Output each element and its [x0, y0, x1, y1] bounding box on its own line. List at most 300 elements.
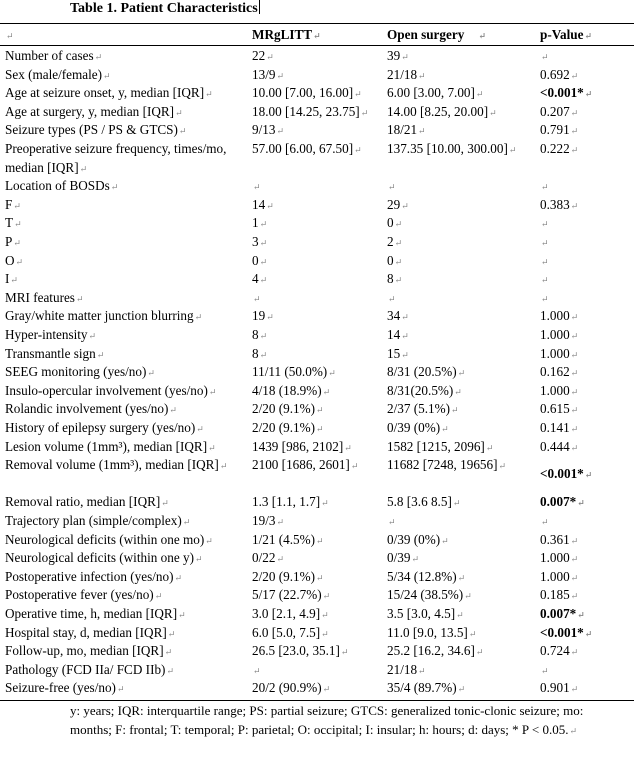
cell-text: 0.615 — [540, 401, 570, 417]
cell-mrglitt — [252, 289, 261, 309]
cell-open-surgery — [387, 270, 402, 290]
para-mark: ↵ — [418, 665, 426, 676]
cell-mrglitt — [252, 624, 329, 644]
cell-text: Preoperative seizure frequency, times/mo, median [IQR] — [5, 141, 227, 175]
cell-open-surgery — [387, 66, 426, 86]
cell-open-surgery — [387, 586, 472, 606]
para-mark: ↵ — [394, 275, 403, 286]
table-row — [0, 624, 634, 643]
cell-p-value — [540, 66, 578, 86]
table-row — [0, 270, 634, 289]
cell-mrglitt — [252, 307, 274, 327]
cell-text: 8/31(20.5%) — [387, 382, 454, 398]
para-mark: ↵ — [253, 665, 261, 676]
para-mark: ↵ — [498, 461, 507, 472]
para-mark: ↵ — [541, 219, 549, 230]
para-mark: ↵ — [360, 107, 369, 118]
cell-text: 0.383 — [540, 196, 570, 212]
cell-text: 8 — [387, 271, 394, 287]
para-mark: ↵ — [452, 498, 461, 509]
table-row — [0, 456, 634, 493]
cell-text: 3 — [252, 234, 259, 249]
para-mark: ↵ — [570, 312, 579, 323]
para-mark: ↵ — [457, 684, 466, 695]
para-mark: ↵ — [253, 182, 261, 193]
cell-text: 34 — [387, 308, 401, 324]
cell-text: 0.007* — [540, 606, 577, 621]
para-mark: ↵ — [316, 424, 324, 434]
para-mark: ↵ — [570, 368, 579, 379]
cell-text: Removal volume (1mm³), median [IQR] — [5, 457, 219, 473]
cell-label — [5, 84, 213, 104]
cell-p-value — [540, 586, 578, 606]
para-mark: ↵ — [340, 647, 349, 658]
para-mark: ↵ — [6, 31, 14, 41]
cell-open-surgery — [387, 47, 409, 67]
para-mark: ↵ — [166, 665, 174, 676]
cell-text: 25.2 [16.2, 34.6] — [387, 643, 475, 659]
cell-text: O — [5, 252, 15, 268]
table-row — [0, 345, 634, 364]
cell-text: 0/22 — [252, 550, 276, 566]
cell-p-value — [540, 103, 578, 123]
cell-p-value — [540, 465, 592, 485]
para-mark: ↵ — [541, 665, 549, 676]
para-mark: ↵ — [103, 70, 111, 81]
cell-text: 26.5 [23.0, 35.1] — [252, 643, 340, 659]
cell-text: 8 — [252, 327, 259, 342]
cell-label — [5, 233, 21, 253]
cell-text: 0.185 — [540, 587, 570, 603]
cell-text: 5/34 (12.8%) — [387, 568, 457, 584]
para-mark: ↵ — [570, 442, 579, 453]
table-row — [0, 568, 634, 587]
para-mark: ↵ — [541, 52, 549, 62]
cell-open-surgery — [387, 568, 465, 588]
table-row — [0, 177, 634, 196]
para-mark: ↵ — [253, 293, 261, 304]
para-mark: ↵ — [388, 517, 396, 527]
cell-mrglitt — [252, 103, 368, 123]
cell-mrglitt — [252, 531, 324, 551]
cell-mrglitt — [252, 84, 362, 104]
cell-p-value — [540, 307, 578, 327]
cell-text: 2100 [1686, 2601] — [252, 457, 350, 473]
cell-text: 5/17 (22.7%) — [252, 587, 322, 603]
para-mark: ↵ — [266, 312, 274, 323]
cell-open-surgery — [387, 438, 493, 458]
para-mark: ↵ — [219, 461, 228, 472]
cell-text: SEEG monitoring (yes/no) — [5, 364, 147, 380]
table-header-rule — [0, 45, 634, 46]
cell-mrglitt — [252, 196, 274, 216]
cell-text: 1.000 — [540, 327, 570, 342]
cell-label — [5, 326, 96, 346]
para-mark: ↵ — [541, 256, 549, 267]
cell-text: 0.207 — [540, 103, 570, 119]
para-mark: ↵ — [570, 386, 579, 397]
cell-open-surgery — [387, 252, 402, 272]
cell-text: 14.00 [8.25, 20.00] — [387, 103, 489, 119]
cell-text: 1.000 — [540, 345, 570, 361]
para-mark: ↵ — [541, 238, 549, 248]
para-mark: ↵ — [276, 517, 284, 527]
para-mark: ↵ — [441, 424, 449, 434]
cell-text: 0.007* — [540, 494, 577, 510]
cell-open-surgery — [387, 419, 449, 439]
para-mark: ↵ — [457, 368, 466, 379]
para-mark: ↵ — [475, 89, 484, 100]
para-mark: ↵ — [321, 498, 329, 509]
cell-text: 0.162 — [540, 364, 570, 380]
cell-text: 14 — [387, 327, 401, 342]
cell-p-value — [540, 84, 592, 104]
cell-open-surgery — [387, 307, 409, 327]
cell-open-surgery — [387, 289, 396, 309]
cell-p-value — [540, 270, 549, 290]
cell-p-value — [540, 363, 578, 383]
para-mark: ↵ — [276, 554, 284, 565]
cell-mrglitt — [252, 642, 348, 662]
para-mark: ↵ — [541, 517, 549, 527]
cell-text: 10.00 [7.00, 16.00] — [252, 85, 354, 101]
cell-mrglitt — [252, 233, 267, 253]
cell-text: 0.692 — [540, 66, 570, 82]
cell-text: <0.001* — [540, 85, 584, 101]
header-cell-mrglitt — [252, 26, 321, 46]
para-mark: ↵ — [541, 182, 549, 193]
para-mark: ↵ — [418, 126, 426, 137]
para-mark: ↵ — [570, 107, 579, 118]
cell-text: 0 — [387, 252, 394, 268]
cell-mrglitt — [252, 661, 261, 681]
para-mark: ↵ — [388, 293, 396, 304]
cell-label — [5, 512, 190, 532]
para-mark: ↵ — [313, 31, 321, 41]
cell-mrglitt — [252, 679, 330, 699]
table-row — [0, 438, 634, 457]
cell-p-value — [540, 568, 578, 588]
cell-p-value — [540, 196, 578, 216]
cell-label — [5, 140, 243, 178]
cell-label — [5, 456, 243, 476]
para-mark: ↵ — [322, 386, 331, 397]
cell-text: 18/21 — [387, 122, 418, 138]
para-mark: ↵ — [344, 442, 352, 453]
cell-label — [5, 605, 186, 625]
cell-text: 0/39 (0%) — [387, 420, 441, 435]
cell-p-value — [540, 214, 549, 234]
cell-text: Postoperative infection (yes/no) — [5, 568, 174, 584]
para-mark: ↵ — [259, 331, 268, 341]
cell-text: Age at seizure onset, y, median [IQR] — [5, 85, 205, 101]
cell-open-surgery — [387, 512, 396, 532]
cell-label — [5, 252, 23, 272]
para-mark: ↵ — [457, 572, 466, 583]
cell-open-surgery — [387, 549, 419, 569]
para-mark: ↵ — [388, 182, 396, 193]
para-mark: ↵ — [116, 684, 125, 695]
header-label: p-Value — [540, 27, 584, 42]
para-mark: ↵ — [475, 647, 484, 658]
para-mark: ↵ — [441, 535, 449, 546]
cell-p-value — [540, 289, 549, 309]
para-mark: ↵ — [541, 293, 549, 304]
cell-text: 2/20 (9.1%) — [252, 401, 315, 417]
para-mark: ↵ — [182, 517, 191, 527]
para-mark: ↵ — [328, 368, 336, 379]
table-row — [0, 605, 634, 624]
cell-text: 39 — [387, 48, 401, 63]
cell-text: 2 — [387, 234, 394, 249]
cell-text: 11.0 [9.0, 13.5] — [387, 624, 468, 640]
cell-p-value — [540, 661, 549, 681]
para-mark: ↵ — [175, 107, 183, 118]
cell-text: 1.000 — [540, 382, 570, 398]
para-mark: ↵ — [322, 684, 331, 695]
table-footnote — [70, 702, 590, 740]
cell-text: 0.222 — [540, 141, 570, 156]
table-row — [0, 326, 634, 345]
cell-open-surgery — [387, 345, 409, 365]
table-row — [0, 531, 634, 550]
cell-text: 2/20 (9.1%) — [252, 568, 315, 584]
cell-open-surgery — [387, 363, 465, 383]
cell-open-surgery — [387, 605, 464, 625]
cell-text: Hospital stay, d, median [IQR] — [5, 624, 167, 640]
para-mark: ↵ — [451, 405, 459, 416]
cell-text: Neurological deficits (within one mo) — [5, 531, 205, 547]
cell-open-surgery — [387, 679, 465, 699]
cell-text: 2/37 (5.1%) — [387, 401, 450, 417]
cell-label — [5, 214, 22, 234]
para-mark: ↵ — [10, 275, 18, 286]
cell-mrglitt — [252, 326, 267, 346]
para-mark: ↵ — [570, 200, 579, 211]
cell-open-surgery — [387, 103, 497, 123]
cell-label — [5, 270, 18, 290]
cell-open-surgery — [387, 140, 527, 160]
cell-text: 0/39 (0%) — [387, 531, 441, 547]
para-mark: ↵ — [570, 572, 579, 583]
cell-text: Location of BOSDs — [5, 178, 110, 194]
para-mark: ↵ — [570, 349, 579, 360]
table-row — [0, 66, 634, 85]
cell-mrglitt — [252, 363, 336, 383]
para-mark: ↵ — [569, 725, 578, 736]
cell-text: 8/31 (20.5%) — [387, 364, 457, 380]
para-mark: ↵ — [96, 349, 105, 360]
cell-label — [5, 438, 216, 458]
cell-label — [5, 177, 118, 197]
cell-p-value — [540, 531, 578, 551]
cell-text: Age at surgery, y, median [IQR] — [5, 103, 175, 119]
para-mark: ↵ — [174, 572, 183, 583]
para-mark: ↵ — [478, 31, 487, 41]
para-mark: ↵ — [178, 126, 187, 137]
cell-open-surgery — [387, 661, 426, 681]
table-header-row — [0, 26, 634, 45]
cell-text: Seizure-free (yes/no) — [5, 680, 116, 696]
cell-text: 8 — [252, 345, 259, 361]
cell-label — [5, 493, 169, 513]
table-row — [0, 382, 634, 401]
cell-p-value — [540, 140, 578, 160]
para-mark: ↵ — [169, 405, 177, 416]
para-mark: ↵ — [489, 107, 497, 118]
table-row — [0, 642, 634, 661]
cell-text: 20/2 (90.9%) — [252, 680, 322, 696]
cell-text: MRI features — [5, 289, 75, 305]
cell-label — [5, 66, 111, 86]
cell-label — [5, 196, 21, 216]
cell-text: 21/18 — [387, 66, 418, 82]
cell-p-value — [540, 400, 578, 420]
cell-text: 0.901 — [540, 680, 570, 696]
cell-mrglitt — [252, 121, 284, 141]
cell-label — [5, 642, 172, 662]
para-mark: ↵ — [316, 535, 324, 546]
para-mark: ↵ — [570, 591, 579, 602]
cell-open-surgery — [387, 233, 402, 253]
para-mark: ↵ — [161, 498, 169, 509]
para-mark: ↵ — [178, 610, 186, 620]
cell-text: Follow-up, mo, median [IQR] — [5, 643, 164, 659]
cell-open-surgery — [387, 121, 426, 141]
cell-text: Lesion volume (1mm³), median [IQR] — [5, 438, 208, 454]
cell-label — [5, 345, 104, 365]
cell-text: 0.791 — [540, 122, 570, 138]
table-row — [0, 289, 634, 308]
cell-text: 18.00 [14.25, 23.75] — [252, 103, 360, 119]
para-mark: ↵ — [205, 535, 213, 546]
cell-p-value — [540, 512, 549, 532]
cell-mrglitt — [252, 66, 284, 86]
para-mark: ↵ — [570, 70, 579, 81]
para-mark: ↵ — [401, 349, 409, 360]
cell-open-surgery — [387, 642, 483, 662]
table-row — [0, 493, 634, 512]
para-mark: ↵ — [259, 275, 268, 286]
table-title — [70, 0, 260, 17]
cell-open-surgery — [387, 177, 396, 197]
cell-text: 15 — [387, 345, 401, 361]
cell-open-surgery — [387, 214, 402, 234]
cell-text: 0/39 — [387, 550, 411, 566]
para-mark: ↵ — [508, 145, 517, 155]
cell-mrglitt — [252, 605, 329, 625]
para-mark: ↵ — [464, 591, 472, 602]
cell-text: 11682 [7248, 19656] — [387, 457, 498, 473]
cell-text: 4 — [252, 271, 259, 287]
para-mark: ↵ — [394, 256, 403, 267]
para-mark: ↵ — [570, 684, 579, 695]
cell-text: 1/21 (4.5%) — [252, 531, 315, 547]
cell-p-value — [540, 233, 549, 253]
cell-text: 1.3 [1.1, 1.7] — [252, 494, 321, 510]
table-row — [0, 103, 634, 122]
cell-open-surgery — [387, 456, 527, 476]
table-row — [0, 363, 634, 382]
cell-label — [5, 121, 186, 141]
cell-text: 6.0 [5.0, 7.5] — [252, 624, 321, 640]
header-cell-pvalue — [540, 26, 592, 46]
table-row — [0, 400, 634, 419]
table-row — [0, 586, 634, 605]
para-mark: ↵ — [541, 275, 549, 286]
table-row — [0, 512, 634, 531]
para-mark: ↵ — [570, 405, 579, 416]
cell-mrglitt — [252, 270, 267, 290]
para-mark: ↵ — [196, 424, 204, 434]
cell-text: Pathology (FCD IIa/ FCD IIb) — [5, 661, 166, 677]
para-mark: ↵ — [418, 70, 426, 81]
para-mark: ↵ — [411, 554, 419, 565]
para-mark: ↵ — [75, 293, 84, 304]
cell-mrglitt — [252, 419, 324, 439]
cell-text: I — [5, 271, 10, 287]
table-title-text: Table 1. Patient Characteristics — [70, 1, 258, 16]
cell-text: 29 — [387, 196, 401, 212]
cell-text: 15/24 (38.5%) — [387, 587, 464, 603]
header-label: MRgLITT — [252, 27, 313, 42]
table-row — [0, 196, 634, 215]
cell-text: P — [5, 234, 13, 249]
cell-mrglitt — [252, 252, 267, 272]
cell-text: F — [5, 196, 13, 212]
para-mark: ↵ — [88, 331, 97, 341]
para-mark: ↵ — [354, 89, 362, 100]
cell-open-surgery — [387, 400, 459, 420]
cell-text: Sex (male/female) — [5, 66, 103, 82]
table-row — [0, 214, 634, 233]
header-cell-0 — [5, 26, 14, 46]
cell-mrglitt — [252, 47, 274, 67]
para-mark: ↵ — [266, 52, 274, 62]
cell-open-surgery — [387, 624, 476, 644]
cell-text: Seizure types (PS / PS & GTCS) — [5, 122, 178, 138]
para-mark: ↵ — [110, 182, 119, 193]
cell-label — [5, 103, 183, 123]
para-mark: ↵ — [259, 256, 268, 267]
cell-text: Removal ratio, median [IQR] — [5, 494, 161, 510]
cell-p-value — [540, 177, 549, 197]
cell-mrglitt — [252, 177, 261, 197]
para-mark: ↵ — [354, 145, 362, 155]
cell-mrglitt — [252, 400, 324, 420]
cell-text: 22 — [252, 48, 266, 63]
cell-label — [5, 531, 213, 551]
cell-mrglitt — [252, 549, 284, 569]
cell-open-surgery — [387, 326, 409, 346]
para-mark: ↵ — [147, 368, 155, 379]
cell-p-value — [540, 642, 578, 662]
table-row — [0, 679, 634, 698]
cell-text: Transmantle sign — [5, 345, 96, 361]
para-mark: ↵ — [584, 628, 593, 639]
table-row — [0, 252, 634, 271]
cell-p-value — [540, 419, 578, 439]
para-mark: ↵ — [485, 442, 494, 453]
cell-text: Number of cases — [5, 48, 94, 63]
cell-p-value — [540, 382, 578, 402]
para-mark: ↵ — [584, 31, 593, 41]
cell-p-value — [540, 121, 578, 141]
cell-text: 1.000 — [540, 568, 570, 584]
cell-label — [5, 679, 124, 699]
cell-text: 14 — [252, 196, 266, 212]
cell-label — [5, 363, 155, 383]
